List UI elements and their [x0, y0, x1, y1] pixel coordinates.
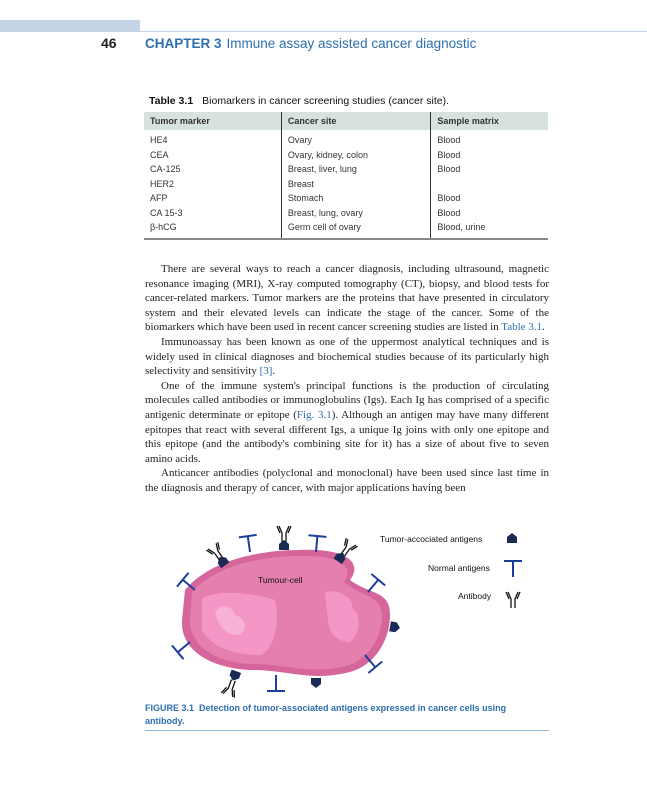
table-caption — [149, 95, 449, 107]
text: ). Although an antigen may have many different epitopes that react with several different Igs, a unique Ig joins with only one epitope and this epitope (and the antibody's combining site for it) has a size of about five to seven amino acids. — [145, 408, 549, 465]
table-cell: Blood — [431, 130, 548, 148]
table-cell: Germ cell of ovary — [281, 220, 430, 239]
figure-link[interactable]: Fig. 3.1 — [296, 408, 332, 421]
legend-tumor-antigen-icon — [507, 533, 517, 543]
paragraph — [145, 262, 549, 335]
tumor-antigen-icon — [221, 670, 241, 698]
legend-antibody: Antibody — [458, 591, 492, 601]
tumor-antigen-icon — [311, 678, 321, 688]
table-row — [144, 220, 548, 239]
col-header: Cancer site — [281, 112, 430, 130]
text: Immunoassay has been known as one of the uppermost analytical techniques and is widely used in clinical diagnoses and biochemical studies because of its particularly high selectivity and sensitivity — [145, 335, 549, 378]
legend-normal-antigen-icon — [504, 561, 522, 577]
biomarker-table — [144, 112, 548, 240]
table-cell: HE4 — [150, 135, 168, 146]
table-cell: Breast — [281, 177, 430, 192]
table-row — [144, 177, 548, 192]
table-cell: Blood — [431, 191, 548, 206]
legend-antibody-icon — [506, 592, 520, 608]
table-header-row — [144, 112, 548, 130]
paragraph — [145, 335, 549, 379]
cell-label: Tumour-cell — [258, 575, 303, 585]
legend-tumor-antigens: Tumor-accociated antigens — [380, 534, 483, 544]
legend-normal-antigens: Normal antigens — [428, 563, 490, 573]
table-cell: Blood, urine — [431, 220, 548, 239]
figure-caption-text: Detection of tumor-associated antigens expressed in cancer cells using antibody. — [145, 703, 507, 726]
table-cell: AFP — [150, 193, 168, 204]
chapter-title: Immune assay assisted cancer diagnostic — [226, 36, 477, 51]
table-cell: Blood — [431, 206, 548, 221]
table-cell: Breast, lung, ovary — [281, 206, 430, 221]
table-cell: HER2 — [150, 178, 175, 189]
table-cell — [431, 177, 548, 192]
table-cell: Blood — [431, 162, 548, 177]
figure-label: FIGURE 3.1 — [145, 703, 195, 713]
tumor-antigen-icon — [389, 621, 401, 633]
tumor-antigen-icon — [206, 542, 229, 568]
table-cell: Blood — [431, 148, 548, 163]
table-link[interactable]: Table 3.1 — [501, 321, 543, 334]
paragraph: Anticancer antibodies (polyclonal and monoclonal) have been used since last time in the diagnosis and therapy of cancer, with major applications having been — [145, 467, 549, 494]
table-cell: Stomach — [281, 191, 430, 206]
paragraph — [145, 379, 549, 467]
table-cell: CEA — [150, 149, 169, 160]
col-header: Tumor marker — [144, 112, 281, 130]
table-caption-text: Biomarkers in cancer screening studies (cancer site). — [202, 95, 450, 107]
chapter-label: CHAPTER 3 — [145, 36, 222, 51]
table-cell: CA 15-3 — [150, 207, 183, 218]
figure-caption — [145, 702, 545, 728]
table-row — [144, 191, 548, 206]
tumor-antigen-icon — [277, 526, 291, 550]
caption-rule — [145, 730, 549, 731]
table-row — [144, 162, 548, 177]
table-cell: Breast, liver, lung — [281, 162, 430, 177]
normal-antigen-icon — [267, 675, 285, 691]
body-text — [145, 262, 549, 496]
normal-antigen-icon — [239, 535, 259, 553]
text: One of the immune system's principal functions is the production of circulating molecules called antibodies or immunoglobulins (Igs). Each Ig has comprised of a specific antigenic determinate or epitope ( — [145, 379, 549, 421]
page-number: 46 — [101, 35, 117, 51]
text: . — [272, 365, 276, 378]
text: There are several ways to reach a cancer diagnosis, including ultrasound, magnetic resonance imaging (MRI), X-ray computed tomography (CT), biopsy, and blood tests for cancer-related markers. Tumor markers are the proteins that have presented in circulatory system and their elevated levels can indicate the stage of the cancer. Some of the biomarkers which have been used in recent cancer screening studies are listed in — [145, 263, 549, 334]
table-row — [144, 206, 548, 221]
figure-tumour-cell — [140, 520, 560, 700]
table-row — [144, 130, 548, 148]
text: . — [542, 321, 545, 334]
header-tab-bar — [0, 20, 140, 31]
table-cell: Ovary — [281, 130, 430, 148]
table-cell: CA-125 — [150, 164, 181, 175]
col-header: Sample matrix — [431, 112, 548, 130]
table-cell: β-hCG — [144, 220, 281, 239]
running-header — [145, 36, 476, 51]
table-label: Table 3.1 — [149, 95, 194, 107]
table-row — [144, 148, 548, 163]
table-cell: Ovary, kidney, colon — [281, 148, 430, 163]
header-rule — [0, 31, 647, 32]
reference-link[interactable]: [3] — [259, 365, 273, 378]
